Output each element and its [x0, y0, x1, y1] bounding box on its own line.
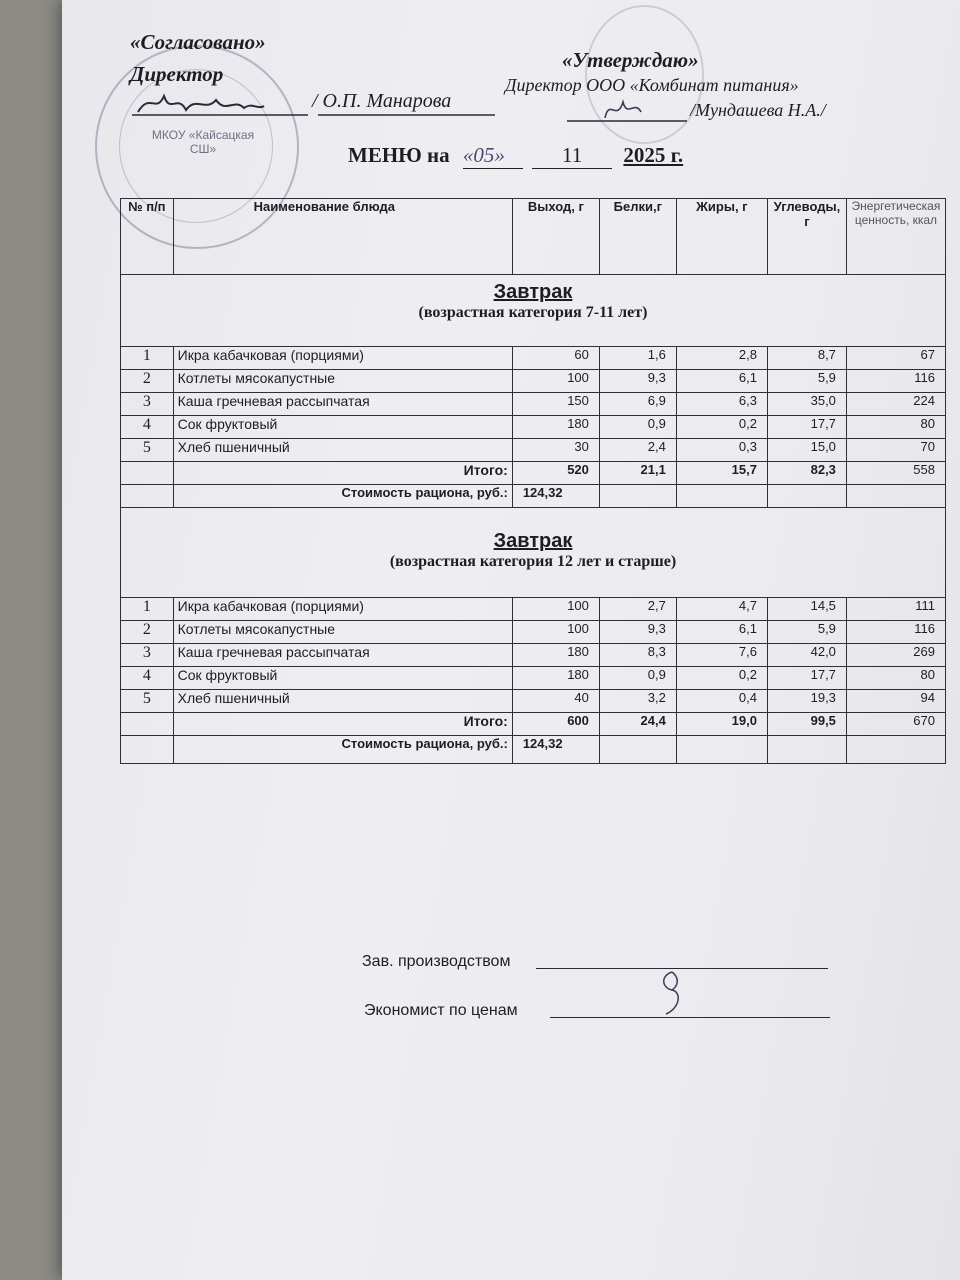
row-number: 5: [121, 690, 174, 713]
dish-yield: 40: [512, 690, 599, 713]
total-yield: 600: [512, 713, 599, 736]
total-fat: 19,0: [676, 713, 767, 736]
dish-name: Каша гречневая рассыпчатая: [173, 644, 512, 667]
row-number: 2: [121, 621, 174, 644]
dish-fat: 4,7: [676, 598, 767, 621]
dish-fat: 6,3: [676, 393, 767, 416]
row-number: 5: [121, 439, 174, 462]
table-row: [121, 598, 946, 621]
dish-yield: 180: [512, 416, 599, 439]
col-header-name: Наименование блюда: [173, 199, 512, 275]
dish-carbs: 17,7: [767, 667, 846, 690]
dish-carbs: 14,5: [767, 598, 846, 621]
approved-right-role: Директор ООО «Комбинат питания»: [505, 75, 799, 95]
table-row: [121, 667, 946, 690]
cost-value: 124,32: [512, 736, 599, 764]
row-number: 4: [121, 416, 174, 439]
dish-protein: 0,9: [599, 416, 676, 439]
dish-name: Икра кабачковая (порциями): [173, 598, 512, 621]
dish-kcal: 80: [846, 416, 945, 439]
total-label: Итого:: [173, 462, 512, 485]
dish-fat: 0,4: [676, 690, 767, 713]
section-title: Завтрак: [493, 281, 573, 303]
total-fat: 15,7: [676, 462, 767, 485]
table-row: [121, 621, 946, 644]
section-title: Завтрак: [493, 530, 573, 552]
cost-label: Стоимость рациона, руб.:: [173, 736, 512, 764]
dish-protein: 2,7: [599, 598, 676, 621]
approved-left-name: / О.П. Манарова: [312, 90, 452, 112]
col-header-protein: Белки,г: [599, 199, 676, 275]
col-header-yield: Выход, г: [512, 199, 599, 275]
dish-yield: 180: [512, 667, 599, 690]
section-header-row: [121, 508, 946, 598]
dish-carbs: 5,9: [767, 621, 846, 644]
dish-kcal: 70: [846, 439, 945, 462]
row-number: 1: [121, 598, 174, 621]
dish-fat: 6,1: [676, 621, 767, 644]
signature-right: [565, 88, 695, 128]
dish-carbs: 17,7: [767, 416, 846, 439]
dish-protein: 1,6: [599, 347, 676, 370]
total-carbs: 99,5: [767, 713, 846, 736]
dish-kcal: 80: [846, 667, 945, 690]
dish-carbs: 5,9: [767, 370, 846, 393]
row-number: 3: [121, 393, 174, 416]
dish-yield: 180: [512, 644, 599, 667]
table-header-row: [121, 199, 946, 275]
cost-value: 124,32: [512, 485, 599, 508]
dish-carbs: 15,0: [767, 439, 846, 462]
dish-protein: 9,3: [599, 621, 676, 644]
dish-protein: 6,9: [599, 393, 676, 416]
table-row: [121, 644, 946, 667]
dish-carbs: 35,0: [767, 393, 846, 416]
dish-name: Хлеб пшеничный: [173, 439, 512, 462]
economist-signature-line: [550, 1017, 830, 1018]
economist-signature: [650, 968, 690, 1018]
dish-kcal: 67: [846, 347, 945, 370]
dish-name: Сок фруктовый: [173, 416, 512, 439]
col-header-carbs: Углеводы, г: [767, 199, 846, 275]
total-row: [121, 462, 946, 485]
row-number: 4: [121, 667, 174, 690]
dish-name: Каша гречневая рассыпчатая: [173, 393, 512, 416]
dish-kcal: 116: [846, 370, 945, 393]
table-row: [121, 393, 946, 416]
dish-yield: 150: [512, 393, 599, 416]
dish-name: Хлеб пшеничный: [173, 690, 512, 713]
menu-month: 11: [532, 143, 612, 169]
dish-kcal: 269: [846, 644, 945, 667]
dish-kcal: 116: [846, 621, 945, 644]
col-header-energy: Энергетическая ценность, ккал: [846, 199, 945, 275]
menu-title: [348, 143, 683, 169]
approved-right-label: «Утверждаю»: [562, 48, 699, 72]
dish-protein: 3,2: [599, 690, 676, 713]
approved-right-name: /Мундашева Н.А./: [690, 100, 826, 120]
total-kcal: 558: [846, 462, 945, 485]
total-carbs: 82,3: [767, 462, 846, 485]
dish-fat: 2,8: [676, 347, 767, 370]
menu-table: [120, 198, 946, 764]
dish-carbs: 42,0: [767, 644, 846, 667]
stamp-org-text: МКОУ «Кайсацкая СШ»: [151, 128, 255, 156]
dish-protein: 9,3: [599, 370, 676, 393]
menu-year: 2025 г.: [623, 143, 684, 167]
cost-label: Стоимость рациона, руб.:: [173, 485, 512, 508]
menu-day: «05»: [463, 143, 523, 169]
dish-protein: 0,9: [599, 667, 676, 690]
dish-carbs: 19,3: [767, 690, 846, 713]
dish-yield: 100: [512, 598, 599, 621]
table-row: [121, 690, 946, 713]
dish-kcal: 94: [846, 690, 945, 713]
section-subtitle: (возрастная категория 7-11 лет): [418, 304, 648, 321]
row-number: 3: [121, 644, 174, 667]
dish-fat: 0,3: [676, 439, 767, 462]
production-label: Зав. производством: [362, 953, 511, 970]
dish-yield: 100: [512, 370, 599, 393]
total-kcal: 670: [846, 713, 945, 736]
dish-yield: 30: [512, 439, 599, 462]
table-row: [121, 416, 946, 439]
dish-yield: 100: [512, 621, 599, 644]
dish-protein: 2,4: [599, 439, 676, 462]
col-header-fat: Жиры, г: [676, 199, 767, 275]
total-protein: 21,1: [599, 462, 676, 485]
approved-left-label: «Согласовано»: [130, 30, 266, 54]
cost-row: [121, 485, 946, 508]
dish-fat: 7,6: [676, 644, 767, 667]
table-row: [121, 370, 946, 393]
dish-fat: 6,1: [676, 370, 767, 393]
row-number: 2: [121, 370, 174, 393]
table-row: [121, 347, 946, 370]
dish-kcal: 224: [846, 393, 945, 416]
total-yield: 520: [512, 462, 599, 485]
table-row: [121, 439, 946, 462]
section-header-row: [121, 275, 946, 347]
menu-title-prefix: МЕНЮ на: [348, 143, 450, 167]
total-label: Итого:: [173, 713, 512, 736]
col-header-number: № п/п: [121, 199, 174, 275]
approved-left-role: Директор: [130, 62, 224, 86]
dish-carbs: 8,7: [767, 347, 846, 370]
row-number: 1: [121, 347, 174, 370]
total-protein: 24,4: [599, 713, 676, 736]
section-subtitle: (возрастная категория 12 лет и старше): [389, 553, 677, 570]
dish-fat: 0,2: [676, 667, 767, 690]
dish-yield: 60: [512, 347, 599, 370]
cost-row: [121, 736, 946, 764]
dish-name: Сок фруктовый: [173, 667, 512, 690]
dish-name: Котлеты мясокапустные: [173, 621, 512, 644]
dish-name: Икра кабачковая (порциями): [173, 347, 512, 370]
dish-protein: 8,3: [599, 644, 676, 667]
dish-name: Котлеты мясокапустные: [173, 370, 512, 393]
total-row: [121, 713, 946, 736]
dish-kcal: 111: [846, 598, 945, 621]
dish-fat: 0,2: [676, 416, 767, 439]
economist-label: Экономист по ценам: [364, 1002, 518, 1019]
